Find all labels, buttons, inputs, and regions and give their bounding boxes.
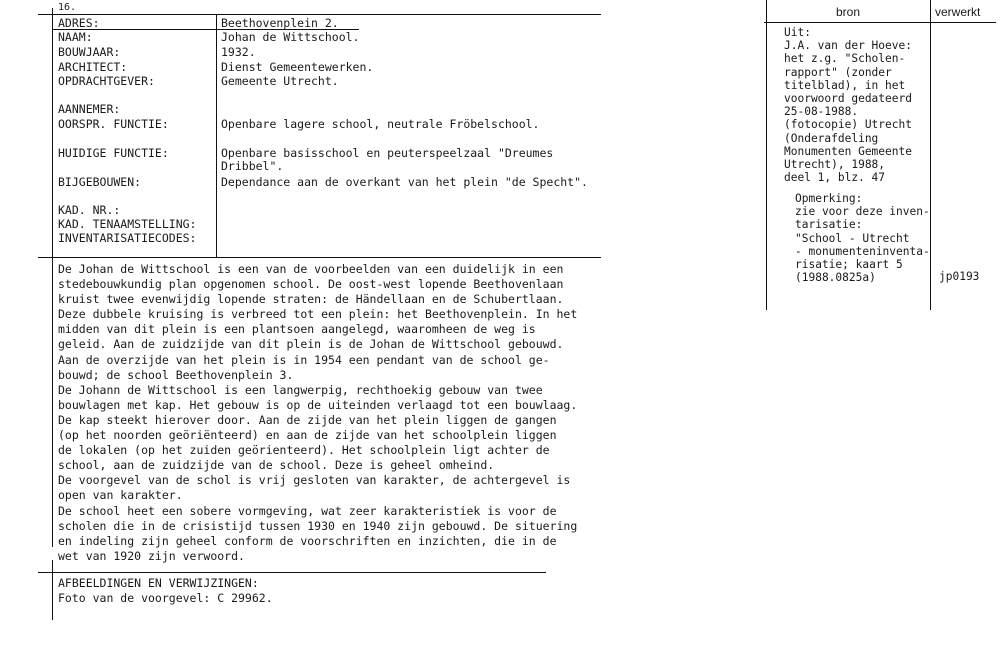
form-top-rule xyxy=(38,14,601,15)
field-label-naam: NAAM: xyxy=(58,30,93,44)
sidebar-top-rule xyxy=(764,22,996,23)
references-rule xyxy=(38,572,546,573)
processed-code: jp0193 xyxy=(939,270,980,283)
remark-note: Opmerking: zie voor deze inven- tarisatie: "School - Utrecht - monumenteninventa- risatie; kaart 5 (1988.0825a) xyxy=(795,192,930,285)
field-label-opdrachtgever: OPDRACHTGEVER: xyxy=(58,74,155,88)
field-value-bouwjaar: 1932. xyxy=(221,45,256,59)
field-value-architect: Dienst Gemeentewerken. xyxy=(221,60,374,74)
form-column-divider xyxy=(216,14,217,258)
page-number: 16. xyxy=(58,2,77,13)
sidebar-column-divider xyxy=(930,0,931,310)
column-header-bron: bron xyxy=(836,5,861,19)
reference-item: Foto van de voorgevel: C 29962. xyxy=(58,591,273,605)
description-text: De Johan de Wittschool is een van de voorbeelden van een duidelijk in een stedebouwkundig plan opgenomen school. De oost-west lopende Beethovenlaan kruist twee evenwijdig lopende straten: de Händellaan en de Schubertlaan. Deze dubbele kruising is verbreed tot een plein: het Beethovenplein. In het midden van dit plein is een plantsoen aangelegd, waaromheen de weg is geleid. Aan de zuidzijde van dit plein is de Johan de Wittschool gebouwd. Aan de overzijde van het plein is in 1954 een pendant van de school ge- bouwd; de school Beethovenplein 3. De Johann de Wittschool is een langwerpig, rechthoekig gebouw van twee bouwlagen met kap. Het gebouw is op de uiteinden verlaagd tot een bouwlaag. De kap steekt hierover door. Aan de zijde van het plein liggen de gangen (op het noorden geöriënteerd) en aan de zijde van het schoolplein liggen de lokalen (op het zuiden geörienteerd). Het schoolplein ligt achter de school, aan de zuidzijde van de school. Deze is geheel omheind. De voorgevel van de schol is vrij gesloten van karakter, de achtergevel is open van karakter. De school heet een sobere vormgeving, wat zeer karakteristiek is voor de scholen die in de crisistijd tussen 1930 en 1940 zijn gebouwd. De situering en indeling zijn geheel conform de voorschriften en inzichten, die in de wet van 1920 zijn verwoord. xyxy=(58,262,578,563)
field-label-inventarisatiecodes: INVENTARISATIECODES: xyxy=(58,231,197,245)
field-value-huidige-functie: Openbare basisschool en peuterspeelzaal "Dreumes Dribbel". xyxy=(221,146,554,173)
description-left-border xyxy=(52,257,53,547)
source-note: Uit: J.A. van der Hoeve: het z.g. "Scholen- rapport" (zonder titelblad), in het voorwoord gedateerd 25-08-1988. (fotocopie) Utrecht (Onderafdeling Monumenten Gemeente Utrecht), 1988, deel 1, blz. 47 xyxy=(784,26,912,185)
field-label-kad-tenaamstelling: KAD. TENAAMSTELLING: xyxy=(58,217,197,231)
form-left-border xyxy=(52,8,53,258)
field-label-aannemer: AANNEMER: xyxy=(58,102,121,116)
references-left-border xyxy=(52,560,53,620)
field-value-opdrachtgever: Gemeente Utrecht. xyxy=(221,74,339,88)
field-label-kad-nr: KAD. NR.: xyxy=(58,203,121,217)
references-heading: AFBEELDINGEN EN VERWIJZINGEN: xyxy=(58,576,259,590)
field-label-bouwjaar: BOUWJAAR: xyxy=(58,45,121,59)
field-value-adres: Beethovenplein 2. xyxy=(221,16,339,30)
field-label-bijgebouwen: BIJGEBOUWEN: xyxy=(58,175,142,189)
form-bottom-rule xyxy=(38,257,601,258)
field-value-bijgebouwen: Dependance aan de overkant van het plein "de Specht". xyxy=(221,175,588,189)
column-header-verwerkt: verwerkt xyxy=(935,5,981,19)
field-value-naam: Johan de Wittschool. xyxy=(221,30,360,44)
field-label-oorspr-functie: OORSPR. FUNCTIE: xyxy=(58,117,169,131)
field-label-huidige-functie: HUIDIGE FUNCTIE: xyxy=(58,146,169,160)
field-value-oorspr-functie: Openbare lagere school, neutrale Fröbelschool. xyxy=(221,117,540,131)
sidebar-left-border xyxy=(766,0,767,310)
field-label-architect: ARCHITECT: xyxy=(58,60,128,74)
field-label-adres: ADRES: xyxy=(58,16,100,30)
